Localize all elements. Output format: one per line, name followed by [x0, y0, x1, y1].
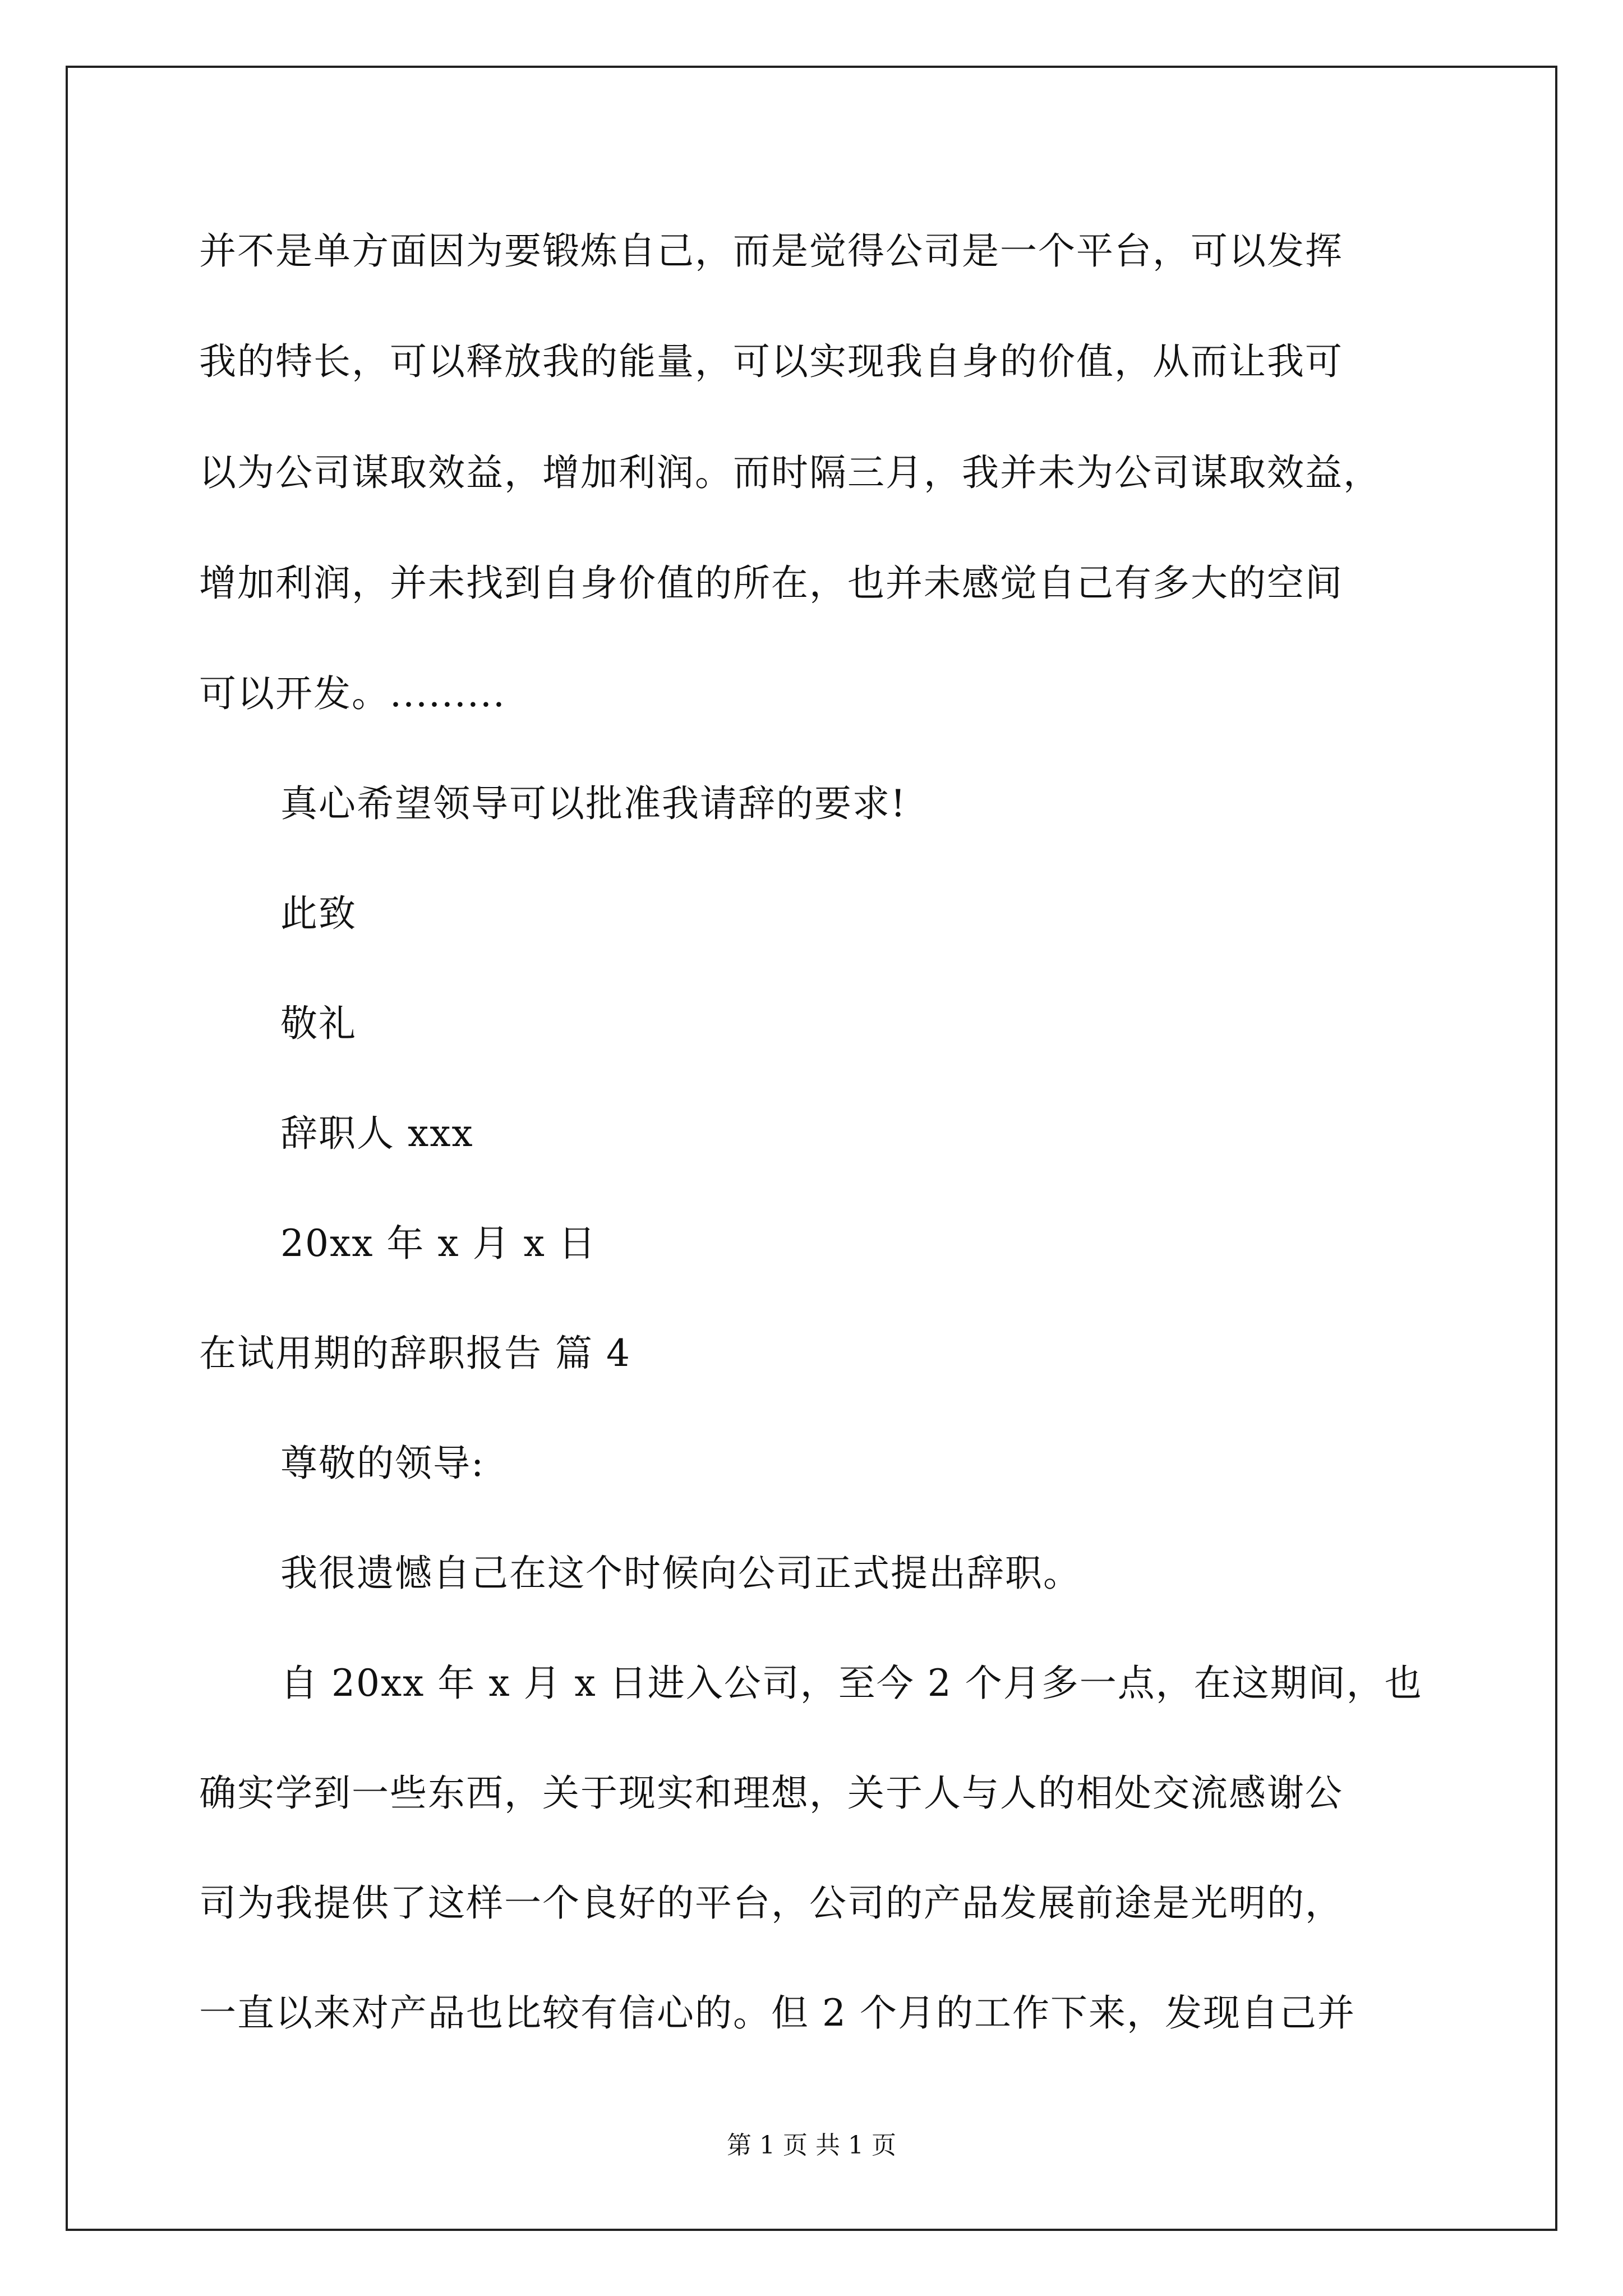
greeting: 尊敬的领导:: [280, 1442, 485, 1485]
paragraph-line: 司为我提供了这样一个良好的平台，公司的产品发展前途是光明的，: [199, 1881, 1343, 1925]
closing-salutation: 此致: [280, 892, 357, 935]
signature-line: 辞职人 xxx: [280, 1112, 474, 1155]
paragraph-line: 自 20xx 年 x 月 x 日进入公司，至今 2 个月多一点，在这期间，也: [280, 1662, 1423, 1705]
paragraph-line: 我很遗憾自己在这个时候向公司正式提出辞职。: [280, 1552, 1081, 1595]
paragraph-line: 增加利润，并未找到自身价值的所在，也并未感觉自己有多大的空间: [199, 562, 1343, 605]
page-number-footer: 第 1 页 共 1 页: [727, 2131, 896, 2160]
paragraph-line: 可以开发。.........: [199, 672, 506, 715]
date-line: 20xx 年 x 月 x 日: [280, 1222, 597, 1265]
closing-regards: 敬礼: [280, 1002, 357, 1045]
paragraph-line: 一直以来对产品也比较有信心的。但 2 个月的工作下来，发现自己并: [199, 1991, 1355, 2035]
paragraph-line: 并不是单方面因为要锻炼自己，而是觉得公司是一个平台，可以发挥: [199, 229, 1343, 273]
paragraph-line: 我的特长，可以释放我的能量，可以实现我自身的价值，从而让我可: [199, 340, 1343, 383]
paragraph-line: 以为公司谋取效益，增加利润。而时隔三月，我并未为公司谋取效益，: [199, 451, 1381, 494]
section-heading: 在试用期的辞职报告 篇 4: [199, 1332, 631, 1375]
paragraph-line: 真心希望领导可以批准我请辞的要求!: [280, 782, 907, 825]
paragraph-line: 确实学到一些东西，关于现实和理想，关于人与人的相处交流感谢公: [199, 1772, 1343, 1815]
